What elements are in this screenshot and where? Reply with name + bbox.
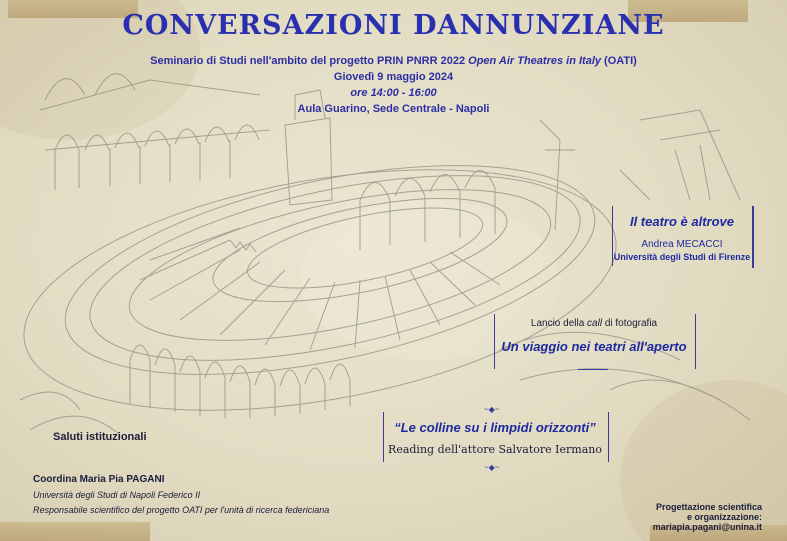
event-time: ore 14:00 - 16:00 <box>350 87 437 99</box>
seminar-line <box>0 55 787 67</box>
seminar-suffix: (OATI) <box>601 55 637 67</box>
talk1-affiliation: Università degli Studi di Firenze <box>613 252 751 262</box>
talk3-card <box>383 420 607 456</box>
project-name: Open Air Theatres in Italy <box>468 55 601 67</box>
talk2-call: call <box>587 318 603 329</box>
talk2-rule <box>578 369 608 370</box>
coordinator-affiliation: Università degli Studi di Napoli Federico II <box>33 490 201 500</box>
talk2-card <box>494 318 694 354</box>
ornament-top-icon: ~◆~ <box>484 405 500 414</box>
talk2-title: Un viaggio nei teatri all'aperto <box>501 339 687 354</box>
coordinator-role: Responsabile scientifico del progetto OATI per l'unità di ricerca federiciana <box>33 505 330 515</box>
talk2-pre <box>494 318 694 329</box>
credits-email[interactable]: mariapia.pagani@unina.it <box>652 522 762 532</box>
event-venue: Aula Guarino, Sede Centrale - Napoli <box>297 103 490 115</box>
greetings: Saluti istituzionali <box>53 431 147 443</box>
talk2-pre-suffix: di fotografia <box>602 318 658 329</box>
credits-line2: e organizzazione: <box>686 512 762 522</box>
talk1-speaker: Andrea MECACCI <box>641 239 723 250</box>
talk3-title: “Le colline su i limpidi orizzonti” <box>394 420 596 435</box>
page-title: CONVERSAZIONI DANNUNZIANE <box>122 10 665 41</box>
ornament-bottom-icon: ~◆~ <box>484 463 500 472</box>
talk2-pre-text: Lancio della <box>530 318 588 329</box>
seminar-prefix: Seminario di Studi nell'ambito del progetto PRIN PNRR 2022 <box>150 55 469 67</box>
talk1-card <box>606 214 758 262</box>
credits-line1: Progettazione scientifica <box>655 502 762 512</box>
talk1-title: Il teatro è altrove <box>629 214 735 229</box>
coordinator-label: Coordina Maria Pia PAGANI <box>33 474 165 485</box>
talk1-frame-right <box>752 206 754 268</box>
event-date: Giovedì 9 maggio 2024 <box>333 71 454 83</box>
talk3-subtitle: Reading dell'attore Salvatore Iermano <box>388 443 602 456</box>
